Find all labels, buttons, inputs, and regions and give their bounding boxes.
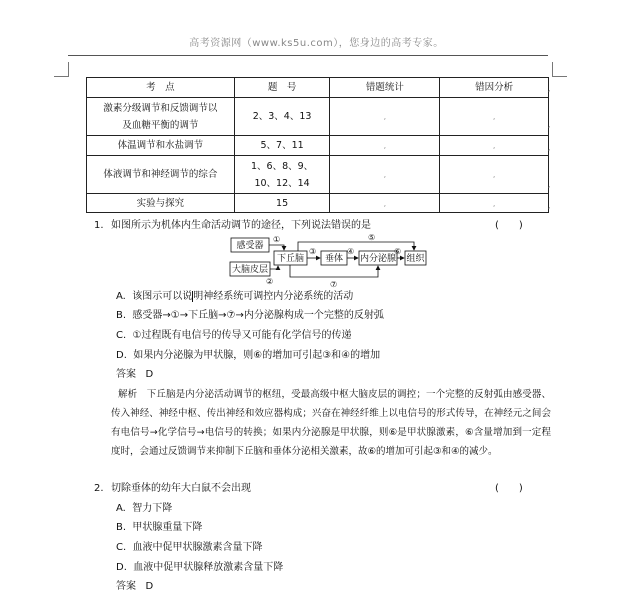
arrow-label-4: ④ (347, 247, 355, 256)
q1-option-d: D. 如果内分泌腺为甲状腺，则⑥的增加可引起③和④的增加 (116, 350, 381, 361)
q2-option-c: C. 血液中促甲状腺激素含量下降 (116, 542, 263, 553)
table-header-row (87, 78, 549, 98)
page-header: 高考资源网（www.ks5u.com），您身边的高考专家。 (189, 38, 444, 49)
q2-answer: 答案 D (116, 581, 154, 592)
row-error-analysis: , (440, 156, 549, 194)
q1-explanation-label: 解析 (118, 389, 138, 400)
q1-bracket: ( ) (495, 220, 523, 231)
q1-answer: 答案 D (116, 369, 154, 380)
q1-stem: 如图所示为机体内生命活动调节的途径，下列说法错误的是 (111, 220, 371, 231)
paragraph-mark: , (548, 120, 551, 129)
row-topic: 体液调节和神经调节的综合 (87, 156, 235, 194)
arrow-label-7: ⑦ (330, 280, 338, 289)
paragraph-mark: , (548, 201, 551, 210)
header-error-analysis: 错因分析 (440, 78, 549, 98)
q2-stem: 切除垂体的幼年大白鼠不会出现 (111, 483, 251, 494)
arrow-label-1: ① (273, 235, 281, 244)
header-topic: 考 点 (87, 78, 235, 98)
table-row (87, 194, 549, 213)
q1-number: 1. (94, 220, 104, 231)
q2-option-b: B. 甲状腺重量下降 (116, 522, 203, 533)
arrow-label-2: ② (266, 277, 274, 286)
crop-mark-left (54, 62, 69, 77)
table-row (87, 136, 549, 156)
paragraph-mark: , (548, 180, 551, 189)
row-topic: 激素分级调节和反馈调节以 及血糖平衡的调节 (87, 98, 235, 136)
row-error-analysis: , (440, 194, 549, 213)
q2-option-a: A. 智力下降 (116, 503, 173, 514)
row-error-analysis: , (440, 98, 549, 136)
arrow-2 (270, 266, 278, 269)
label-cortex: 大脑皮层 (231, 265, 269, 275)
row-numbers: 1、6、8、9、 10、12、14 (234, 156, 330, 194)
row-error-count: , (330, 98, 440, 136)
arrow-7 (290, 265, 378, 277)
label-pituitary: 垂体 (324, 254, 344, 264)
q1-option-a: A. 该图示可以说明神经系统可调控内分泌系统的活动 (116, 291, 354, 302)
row-error-count: , (330, 194, 440, 213)
table-row (87, 98, 549, 136)
paragraph-mark: , (548, 84, 551, 93)
header-error-count: 错题统计 (330, 78, 440, 98)
arrow-1 (269, 245, 284, 250)
q2-option-d: D. 血液中促甲状腺释放激素含量下降 (116, 562, 284, 573)
label-hypothalamus: 下丘脑 (276, 254, 305, 264)
q1-explanation-text: 下丘脑是内分泌活动调节的枢纽，受最高级中枢大脑皮层的调控；一个完整的反射弧由感受器、传入神经、神经中枢、传出神经和效应器构成；兴奋在神经纤维上以电信号的形式传导，在神经元之间会有电信号→化学信号→电信号的转换；如果内分泌腺是甲状腺，则⑥是甲状腺激素，⑥含量增加到一定程度时，会通过反馈调节来抑制下丘脑和垂体分泌相关激素，故⑥的增加可引起③和④的减少。 (111, 389, 551, 457)
q1-explanation (111, 385, 551, 461)
row-numbers: 15 (234, 194, 330, 213)
row-numbers: 2、3、4、13 (234, 98, 330, 136)
arrow-label-3: ③ (309, 247, 317, 256)
arrow-label-5: ⑤ (368, 233, 376, 242)
crop-mark-right (552, 62, 567, 77)
table-row (87, 156, 549, 194)
q1-option-c: C. ①过程既有电信号的传导又可能有化学信号的传递 (116, 330, 352, 341)
header-rule (68, 55, 548, 56)
row-error-count: , (330, 136, 440, 156)
header-numbers: 题 号 (234, 78, 330, 98)
label-gland: 内分泌腺 (359, 254, 397, 264)
row-error-analysis: , (440, 136, 549, 156)
row-error-count: , (330, 156, 440, 194)
q1-option-b: B. 感受器→①→下丘脑→⑦→内分泌腺构成一个完整的反射弧 (116, 310, 384, 321)
q2-bracket: ( ) (495, 483, 523, 494)
label-receptor: 感受器 (236, 241, 264, 251)
arrow-label-6: ⑥ (394, 247, 402, 256)
row-topic: 实验与探究 (87, 194, 235, 213)
label-tissue: 组织 (406, 254, 425, 264)
error-analysis-table (86, 77, 549, 213)
q2-number: 2. (94, 483, 104, 494)
row-topic: 体温调节和水盐调节 (87, 136, 235, 156)
paragraph-mark: , (548, 143, 551, 152)
row-numbers: 5、7、11 (234, 136, 330, 156)
